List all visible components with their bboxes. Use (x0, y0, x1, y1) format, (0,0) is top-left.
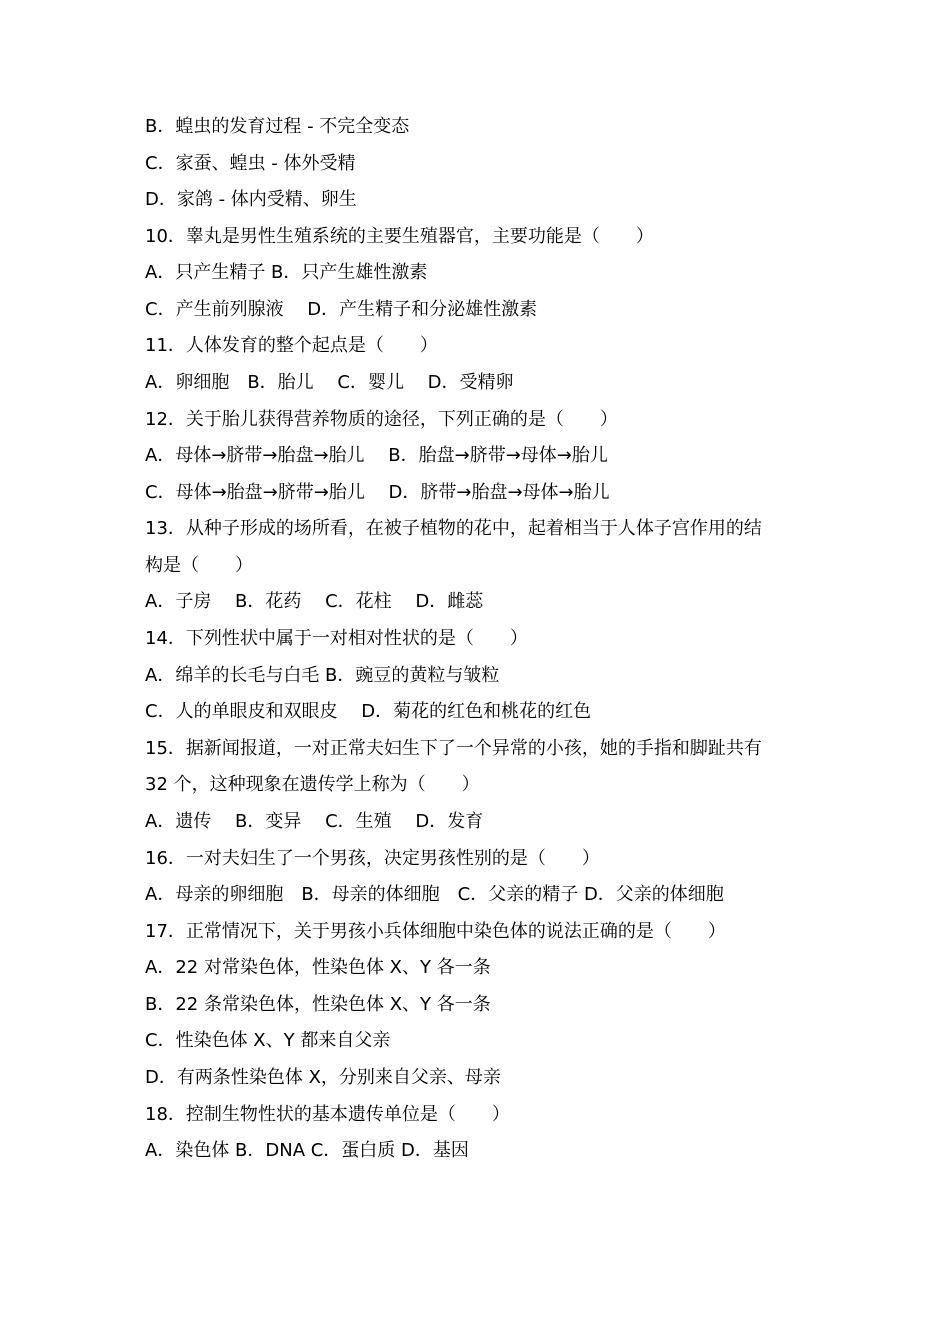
question-line: 18．控制生物性状的基本遗传单位是（ ） (145, 1104, 510, 1125)
question-line: 12．关于胎儿获得营养物质的途径，下列正确的是（ ） (145, 409, 618, 430)
text-line: A．母体→脐带→胎盘→胎儿 B．胎盘→脐带→母体→胎儿 (145, 445, 608, 466)
text-line: C．人的单眼皮和双眼皮 D．菊花的红色和桃花的红色 (145, 701, 592, 722)
text-line: C．产生前列腺液 D．产生精子和分泌雄性激素 (145, 299, 538, 320)
text-line: A．22 对常染色体，性染色体 X、Y 各一条 (145, 957, 491, 978)
question-line: 11．人体发育的整个起点是（ ） (145, 335, 438, 356)
question-line: 16．一对夫妇生了一个男孩，决定男孩性别的是（ ） (145, 848, 600, 869)
text-line: B．22 条常染色体，性染色体 X、Y 各一条 (145, 994, 491, 1015)
text-line: A．只产生精子 B．只产生雄性激素 (145, 262, 428, 283)
question-line: 17．正常情况下，关于男孩小兵体细胞中染色体的说法正确的是（ ） (145, 921, 726, 942)
question-line: 13．从种子形成的场所看，在被子植物的花中，起着相当于人体子宫作用的结 (145, 518, 762, 539)
text-line: A．卵细胞 B．胎儿 C．婴儿 D．受精卵 (145, 372, 514, 393)
text-line: A．遗传 B．变异 C．生殖 D．发育 (145, 811, 484, 832)
text-line: C．母体→胎盘→脐带→胎儿 D．脐带→胎盘→母体→胎儿 (145, 482, 610, 503)
text-line: 构是（ ） (145, 555, 253, 576)
question-line: 14．下列性状中属于一对相对性状的是（ ） (145, 628, 528, 649)
text-line: B．蝗虫的发育过程 - 不完全变态 (145, 116, 410, 137)
text-line: C．性染色体 X、Y 都来自父亲 (145, 1030, 391, 1051)
text-line: C．家蚕、蝗虫 - 体外受精 (145, 153, 356, 174)
text-line: D．有两条性染色体 X，分别来自父亲、母亲 (145, 1067, 501, 1088)
text-line: A．母亲的卵细胞 B．母亲的体细胞 C．父亲的精子 D．父亲的体细胞 (145, 884, 724, 905)
question-line: 10．睾丸是男性生殖系统的主要生殖器官，主要功能是（ ） (145, 226, 654, 247)
text-line: A．染色体 B．DNA C．蛋白质 D．基因 (145, 1140, 469, 1161)
text-line: A．子房 B．花药 C．花柱 D．雌蕊 (145, 591, 484, 612)
text-line: A．绵羊的长毛与白毛 B．豌豆的黄粒与皱粒 (145, 665, 500, 686)
question-line: 15．据新闻报道，一对正常夫妇生下了一个异常的小孩，她的手指和脚趾共有 (145, 738, 762, 759)
text-line: D．家鸽 - 体内受精、卵生 (145, 189, 357, 210)
text-line: 32 个，这种现象在遗传学上称为（ ） (145, 774, 480, 795)
